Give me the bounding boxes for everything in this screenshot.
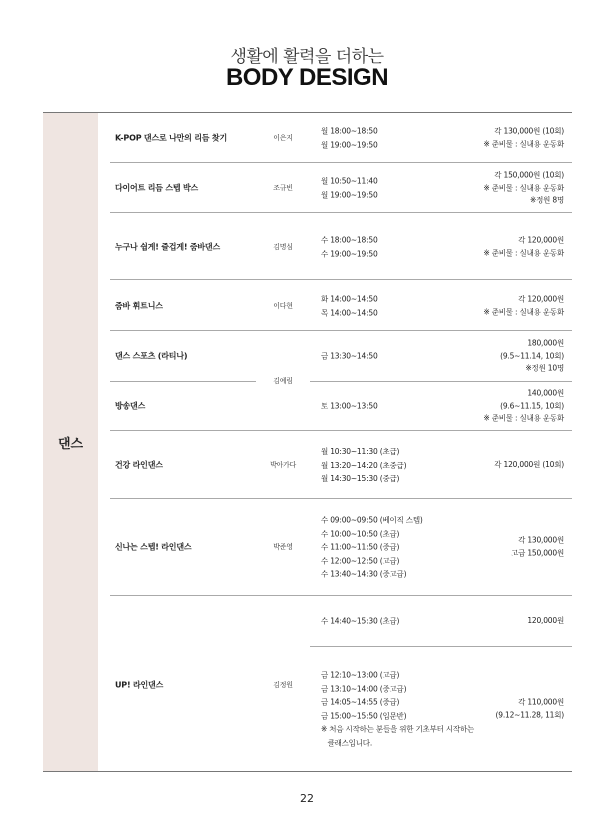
fee-line: 140,000원 [527, 388, 564, 398]
schedule [321, 293, 378, 320]
schedule-note: 클래스입니다. [321, 738, 373, 747]
fee-line: ※정원 8명 [530, 195, 564, 205]
fee-line: 각 120,000원 [518, 294, 564, 304]
course-name: 건강 라인댄스 [115, 460, 163, 470]
fee-line: 고급 150,000원 [511, 548, 564, 557]
fee-line: (9.12~11.28, 11회) [495, 710, 564, 719]
fee-line: 180,000원 [527, 338, 564, 348]
table-row [98, 213, 572, 280]
schedule [321, 234, 378, 261]
row-divider [310, 646, 572, 647]
schedule-line: 월 14:30~15:30 (중급) [321, 473, 400, 483]
schedule-line: 월 19:00~19:50 [321, 140, 378, 149]
instructor-name: 김정원 [273, 681, 293, 689]
instructor-name: 박준영 [273, 543, 293, 551]
fee-line: ※ 준비물 : 실내용 운동화 [483, 139, 564, 148]
table-row [98, 113, 572, 163]
schedule-line: 월 10:30~11:30 (초급) [321, 446, 400, 456]
fee [483, 235, 564, 260]
course-name: UP! 라인댄스 [115, 680, 164, 690]
instructor-name: 조규빈 [273, 184, 293, 192]
schedule-line: 금 13:10~14:00 (중고급) [321, 684, 407, 693]
fee [483, 294, 564, 319]
schedule-line: 화 14:00~14:50 [321, 294, 378, 304]
fee [527, 615, 564, 628]
row-divider [110, 381, 256, 382]
fee [494, 459, 564, 472]
schedule-note: ※ 처음 시작하는 분들을 위한 기초부터 시작하는 [321, 724, 475, 734]
schedule [321, 669, 474, 750]
schedule-line: 목 14:00~14:50 [321, 308, 378, 317]
fee-line: (9.5~11.14, 10회) [500, 350, 564, 360]
fee-line: 각 120,000원 (10회) [494, 459, 564, 469]
page-number: 22 [300, 792, 314, 805]
course-name: 신나는 스텝! 라인댄스 [115, 542, 192, 552]
course-name: 누구나 쉽게! 즐겁게! 줌바댄스 [115, 242, 220, 252]
course-name: 다이어트 리듬 스텝 박스 [115, 183, 199, 193]
category-label: 댄스 [57, 436, 84, 452]
schedule-line: 월 19:00~19:50 [321, 190, 378, 199]
schedule-line: 수 13:40~14:30 (중고급) [321, 569, 407, 579]
schedule-line: 수 09:00~09:50 (베이직 스텝) [321, 515, 423, 525]
table-row [98, 280, 572, 331]
schedule [321, 399, 378, 413]
schedule-line: 월 18:00~18:50 [321, 126, 378, 136]
fee-line: ※ 준비물 : 실내용 운동화 [483, 413, 564, 423]
fee-line: 각 130,000원 (10회) [494, 126, 564, 136]
instructor-name: 이다현 [273, 302, 293, 310]
page-title: BODY DESIGN [225, 64, 389, 91]
schedule-line: 수 11:00~11:50 (중급) [321, 542, 400, 552]
table-row [98, 499, 572, 596]
fee-line: 120,000원 [527, 615, 564, 625]
fee-line: ※정원 10명 [525, 363, 564, 373]
schedule-line: 금 14:05~14:55 (중급) [321, 697, 400, 707]
course-name: 방송댄스 [115, 401, 146, 411]
course-name: K-POP 댄스로 나만의 리듬 찾기 [115, 133, 227, 143]
schedule [321, 175, 378, 202]
schedule [321, 125, 378, 152]
schedule [321, 349, 378, 363]
fee-line: 각 110,000원 [518, 697, 564, 707]
instructor-name: 박아가다 [270, 461, 296, 469]
fee-line: ※ 준비물 : 실내용 운동화 [483, 307, 564, 316]
table-row [98, 431, 572, 499]
schedule-line: 수 18:00~18:50 [321, 235, 378, 245]
instructor-name: 김명심 [273, 243, 293, 251]
schedule-line: 월 10:50~11:40 [321, 176, 378, 186]
fee-line: ※ 준비물 : 실내용 운동화 [483, 248, 564, 257]
schedule [321, 614, 399, 628]
table-bottom-line [43, 771, 572, 772]
fee [500, 337, 564, 375]
course-name: 줌바 휘트니스 [115, 301, 163, 311]
schedule-line: 금 13:30~14:50 [321, 351, 378, 361]
schedule-line: 월 13:20~14:20 (초중급) [321, 460, 407, 470]
schedule-line: 수 10:00~10:50 (초급) [321, 528, 400, 538]
fee [483, 126, 564, 151]
table-row [98, 163, 572, 213]
course-name: 댄스 스포츠 (라티나) [115, 351, 188, 361]
schedule-line: 수 19:00~19:50 [321, 249, 378, 258]
row-divider [310, 381, 572, 382]
table-row [98, 596, 572, 771]
fee [483, 169, 564, 207]
schedule-line: 수 12:00~12:50 (고급) [321, 555, 400, 565]
fee-line: 각 150,000원 (10회) [494, 170, 564, 180]
fee-line: (9.6~11.15, 10회) [500, 400, 564, 410]
schedule [321, 513, 423, 581]
schedule-line: 금 15:00~15:50 (입문반) [321, 711, 407, 720]
schedule [321, 445, 406, 486]
fee-line: 각 120,000원 [518, 235, 564, 245]
instructor-name: 이은지 [273, 134, 293, 142]
category-cell [43, 113, 98, 771]
schedule-line: 토 13:00~13:50 [321, 401, 378, 411]
page-subtitle: 생활에 활력을 더하는 [230, 47, 384, 67]
instructor-name: 김예림 [273, 377, 293, 385]
fee-line: 각 130,000원 [518, 535, 564, 545]
schedule-line: 금 12:10~13:00 (고급) [321, 670, 400, 680]
schedule-line: 수 14:40~15:30 (초급) [321, 616, 400, 626]
fee-line: ※ 준비물 : 실내용 운동화 [483, 182, 564, 192]
fee [511, 535, 564, 560]
fee [483, 387, 564, 425]
table-row-group [98, 331, 572, 431]
fee [496, 697, 564, 722]
